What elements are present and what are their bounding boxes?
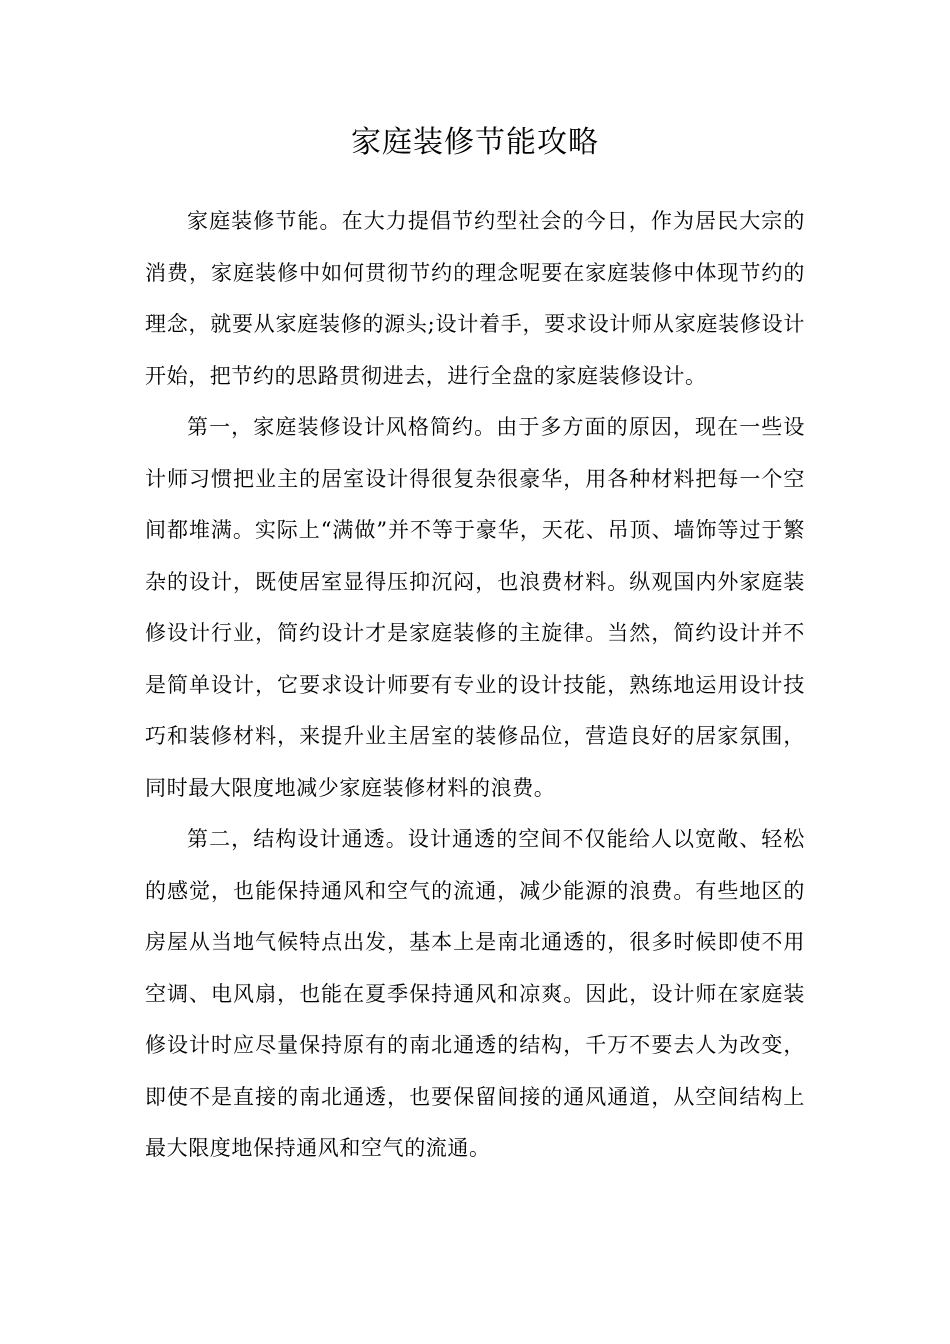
paragraph-first-point: 第一，家庭装修设计风格简约。由于多方面的原因，现在一些设计师习惯把业主的居室设计得很复杂很豪华，用各种材料把每一个空间都堆满。实际上“满做”并不等于豪华，天花、吊顶、墙饰等过于繁杂的设计，既使居室显得压抑沉闷，也浪费材料。纵观国内外家庭装修设计行业，简约设计才是家庭装修的主旋律。当然，简约设计并不是简单设计，它要求设计师要有专业的设计技能，熟练地运用设计技巧和装修材料，来提升业主居室的装修品位，营造良好的居家氛围，同时最大限度地减少家庭装修材料的浪费。 <box>145 415 805 800</box>
paragraph-intro: 家庭装修节能。在大力提倡节约型社会的今日，作为居民大宗的消费，家庭装修中如何贯彻节约的理念呢要在家庭装修中体现节约的理念，就要从家庭装修的源头;设计着手，要求设计师从家庭装修设计开始，把节约的思路贯彻进去，进行全盘的家庭装修设计。 <box>145 209 805 388</box>
document-title: 家庭装修节能攻略 <box>351 125 599 160</box>
document-body <box>145 196 805 1175</box>
paragraph-second-point: 第二，结构设计通透。设计通透的空间不仅能给人以宽敞、轻松的感觉，也能保持通风和空气的流通，减少能源的浪费。有些地区的房屋从当地气候特点出发，基本上是南北通透的，很多时候即使不用空调、电风扇，也能在夏季保持通风和凉爽。因此，设计师在家庭装修设计时应尽量保持原有的南北通透的结构，千万不要去人为改变，即使不是直接的南北通透，也要保留间接的通风通道，从空间结构上最大限度地保持通风和空气的流通。 <box>145 827 805 1160</box>
